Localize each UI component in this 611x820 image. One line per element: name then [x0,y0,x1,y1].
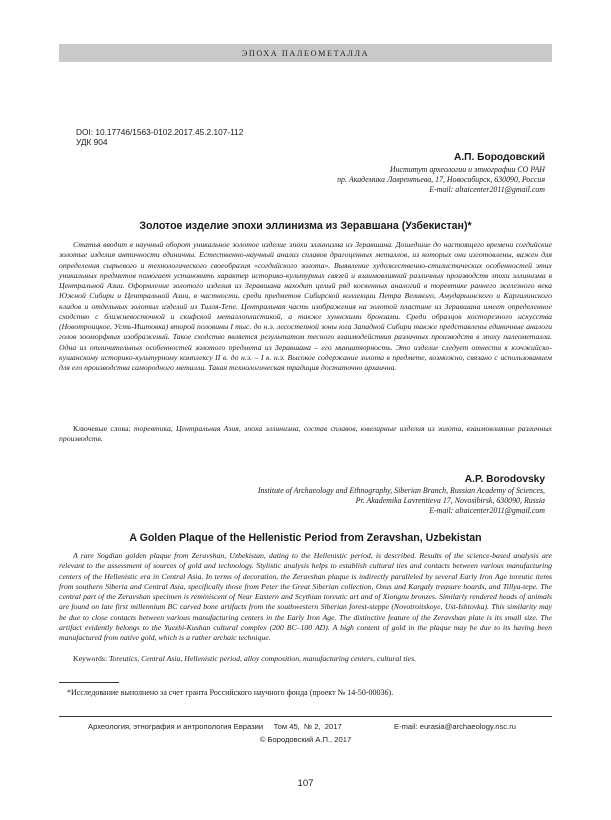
footer-copyright: © Бородовский А.П., 2017 [259,735,352,744]
address-en: Pr. Akademika Lavrentieva 17, Novosibirsk, 630090, Russia [355,496,545,506]
footer-email: E-mail: eurasia@archaeology.nsc.ru [394,722,516,731]
keywords-ru-label: Ключевые слова: [73,424,131,433]
keywords-ru [59,424,552,445]
doi: DOI: 10.17746/1563-0102.2017.45.2.107-112 [76,127,244,137]
author-block-ru [337,152,545,196]
abstract-en: A rare Sogdian golden plaque from Zeravshan, Uzbekistan, dating to the Hellenistic period, is described. Results of the science-based analysis are relevant to the assessment of sources of gold and technology. Stylistic analysis helps to establish cultural ties and contacts between various manufacturing centers of the Hellenistic era in Central Asia. In terms of decoration, the Zeravshan plaque is indirectly paralleled by several Early Iron Age toreutic items from southern Siberia and Central Asia, specifically those from Peter the Great Siberian collection, Oxus and Kargaly treasure hoards, and Tillya-tepe. The central part of the Zeravshan specimen is reminiscent of Near Eastern and Scythian toreutic art and of Xiongnu bronzes. Similarly rendered heads of animals are found on late first millennium BC carved bone artifacts from the southwestern Siberian forest-steppe (Novotroitskoye, Ust-Ishtovka). This similarity may be due to close contacts between various manufacturing centers in the Early Iron Age. The distinctive feature of the Zeravshan plate is its small size. The artifact evidently belongs to the Yuezhi-Kushan cultural complex (200 BC–100 AD). A high content of gold in the plaque may be due to its having been manufactured from native gold, which is a rather archaic technique. [59,551,552,642]
article-title-en: A Golden Plaque of the Hellenistic Period from Zeravshan, Uzbekistan [129,532,482,544]
abstract-ru: Статья вводит в научный оборот уникальное золотое изделие эпохи эллинизма из Зеравшана. Дошедшие до настоящего времени согдийские золотые изделия античности единичны. Естественно-научный анализ сплавов драгоценных металлов, из которых они изготовлены, важен для определения сырьевого и технологического своеобразия «согдийского золота». Выявление художественно-стилистических особенностей этих уникальных предметов помогает установить характер историко-культурных связей и взаимовлияний различных производств эпохи эллинизма в Центральной Азии. Оформление золотого изделия из Зеравшана находит целый ряд косвенных аналогий в торевтике раннего железного века Южной Сибири и Центральной Азии, в частности, среди предметов Сибирской коллекции Петра Великого, Амударьинского и Каргалинского кладов и отдельных золотых изделий из Тилля-Тепе. Центральная часть изображения на золотой пластине из Зеравшана имеет определенное сходство с ближневосточной и скифской металлопластикой, а также хуннскими бронзами. Среди образцов косторезного искусства (Новотроицкое, Усть-Иштовка) второй половины I тыс. до н.э. лесостепной зоны юга Западной Сибири также представлены единичные аналоги голов зооморфных изображений. Такое сходство является результатом тесного взаимодействия различных производств в эпоху палеометалла. Одна из отличительных особенностей золотого предмета из Зеравшана – его миниатюрность. Это изделие следует отнести к юэчжийско-кушанскому историко-культурному комплексу II в. до н.э. – I в. н.э. Высокое содержание золота в предмете, возможно, связано с использованием для его производства самородного металла. Такая технологическая традиция достаточно архаична. [59,240,552,372]
author-name-en: A.P. Borodovsky [464,474,545,485]
footer-divider [59,716,552,717]
article-title-ru: Золотое изделие эпохи эллинизма из Зеравшана (Узбекистан)* [139,220,472,232]
udk: УДК 904 [76,137,108,147]
keywords-en [59,654,552,664]
keywords-en-text: Toreutics, Central Asia, Hellenistic period, alloy composition, manufacturing centers, cultural ties. [108,654,417,663]
footnote-divider [59,682,119,683]
email-ru: E-mail: altaicenter2011@gmail.com [429,185,545,195]
section-title: ЭПОХА ПАЛЕОМЕТАЛЛА [241,48,370,58]
keywords-en-label: Keywords: [73,654,108,663]
keywords-ru-text: торевтика, Центральная Азия, эпоха эллинизма, состав сплавов, ювелирные изделия из золота, взаимовлияние различных производств. [59,424,553,444]
footnote: *Исследование выполнено за счет гранта Российского научного фонда (проект № 14-50-00036). [67,688,394,697]
author-block-en [258,474,545,517]
email-en: E-mail: altaicenter2011@gmail.com [429,506,545,516]
footer-journal: Археология, этнография и антропология Евразии Том 45, № 2, 2017 [88,722,342,731]
address-ru: пр. Академика Лаврентьева, 17, Новосибирск, 630090, Россия [337,175,545,185]
author-name-ru: А.П. Бородовский [453,152,545,163]
affiliation-ru: Институт археологии и этнографии СО РАН [389,165,545,174]
affiliation-en: Institute of Archaeology and Ethnography, Siberian Branch, Russian Academy of Sciences, [257,486,545,495]
section-header-band [59,44,552,62]
page-number: 107 [297,778,314,789]
